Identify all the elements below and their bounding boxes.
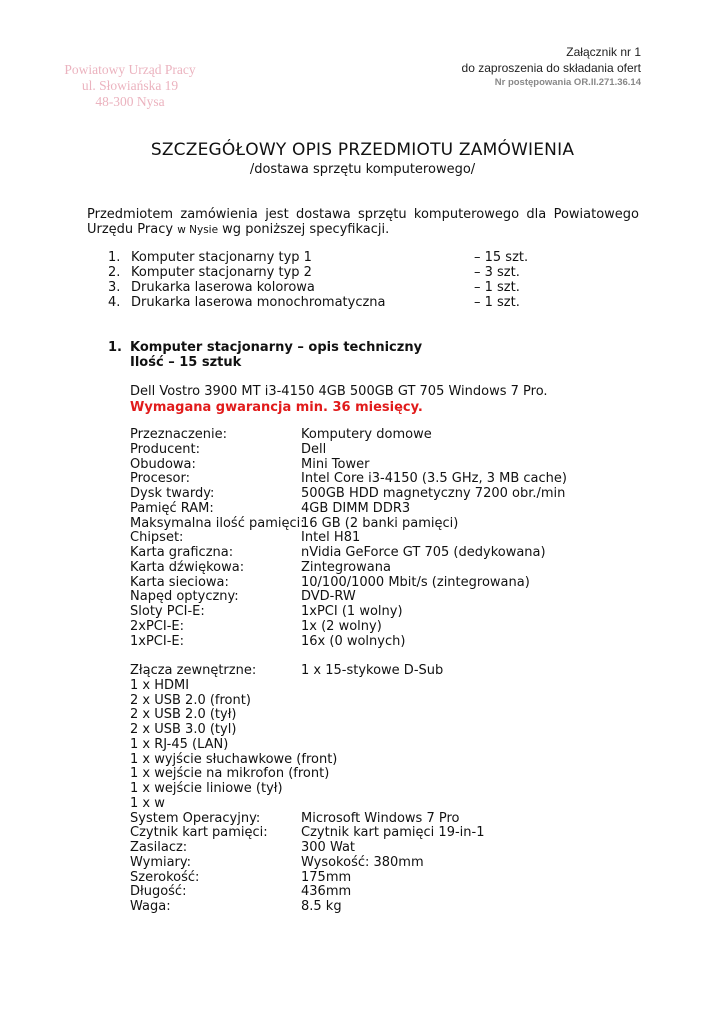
spec-value: Intel Core i3-4150 (3.5 GHz, 3 MB cache) — [301, 471, 567, 487]
spec-label: 1 x w — [130, 795, 165, 811]
item-number: 4. — [108, 295, 121, 310]
item-name: Komputer stacjonarny typ 2 — [131, 265, 312, 280]
spec-label: Długość: — [130, 884, 187, 900]
spec-value: Microsoft Windows 7 Pro — [301, 810, 460, 826]
section-quantity: Ilość – 15 sztuk — [130, 355, 242, 370]
model-name: Dell Vostro 3900 MT i3-4150 4GB 500GB GT 705 Windows 7 Pro. — [130, 384, 548, 399]
spec-row — [130, 826, 570, 841]
spec-value: Intel H81 — [301, 530, 361, 546]
spec-row — [130, 679, 570, 694]
spec-row — [130, 664, 570, 679]
spec-row — [130, 458, 570, 473]
stamp-line-2: ul. Słowiańska 19 — [81, 78, 179, 93]
spec-row — [130, 767, 570, 782]
spec-row — [130, 517, 570, 532]
spec-row — [130, 546, 570, 561]
item-number: 2. — [108, 265, 121, 280]
intro-city: w Nysie — [177, 224, 219, 236]
spec-label: Czytnik kart pamięci: — [130, 825, 268, 841]
spec-row — [130, 561, 570, 576]
spec-label: System Operacyjny: — [130, 810, 261, 826]
warranty-requirement: Wymagana gwarancja min. 36 miesięcy. — [130, 400, 423, 415]
spec-row — [130, 590, 570, 605]
spec-row — [130, 900, 570, 915]
spec-label: 2xPCI-E: — [130, 618, 184, 634]
spec-value: Zintegrowana — [301, 559, 391, 575]
spec-label: Przeznaczenie: — [130, 427, 228, 442]
stamp-line-3: 48-300 Nysa — [95, 94, 165, 109]
spec-row — [130, 797, 570, 812]
spec-value: Dell — [301, 441, 327, 457]
item-number: 1. — [108, 250, 121, 265]
spec-label: 1 x wejście na mikrofon (front) — [130, 766, 330, 782]
spec-label: 2 x USB 2.0 (front) — [130, 692, 251, 708]
spec-row — [130, 694, 570, 709]
spec-row — [130, 635, 570, 650]
spec-label: 1xPCI-E: — [130, 633, 184, 649]
spec-label: Maksymalna ilość pamięci: — [130, 515, 305, 531]
spec-label: Pamięć RAM: — [130, 500, 214, 516]
page-subtitle: /dostawa sprzętu komputerowego/ — [249, 162, 476, 177]
page-title: SZCZEGÓŁOWY OPIS PRZEDMIOTU ZAMÓWIENIA — [150, 140, 575, 160]
spec-label: Karta dźwiękowa: — [130, 559, 245, 575]
intro-text-after: wg poniższej specyfikacji. — [218, 222, 390, 237]
spec-row — [130, 841, 570, 856]
spec-value: 4GB DIMM DDR3 — [301, 500, 411, 516]
item-number: 3. — [108, 280, 121, 295]
spec-value: 16 GB (2 banki pamięci) — [301, 515, 459, 531]
spec-label: Dysk twardy: — [130, 486, 215, 501]
item-quantity: – 1 szt. — [474, 295, 520, 310]
spec-row — [130, 738, 570, 753]
attachment-number: Załącznik nr 1 — [566, 45, 641, 59]
spec-label: 1 x wyjście słuchawkowe (front) — [130, 751, 338, 767]
order-items-list — [108, 250, 538, 310]
list-item — [108, 280, 538, 295]
spec-row — [130, 620, 570, 635]
spec-label: Wymiary: — [130, 854, 192, 870]
spec-value: 175mm — [301, 869, 352, 885]
spec-label: Złącza zewnętrzne: — [130, 663, 257, 678]
item-name: Komputer stacjonarny typ 1 — [131, 250, 312, 265]
spec-value: Mini Tower — [301, 456, 370, 472]
spec-label: Karta sieciowa: — [130, 574, 229, 590]
spec-value: DVD-RW — [301, 589, 356, 605]
office-stamp — [54, 62, 206, 110]
item-name: Drukarka laserowa monochromatyczna — [131, 295, 386, 310]
spec-row — [130, 502, 570, 517]
spec-row — [130, 753, 570, 768]
spec-row — [130, 649, 570, 664]
spec-row — [130, 871, 570, 886]
spec-label: Waga: — [130, 899, 171, 914]
spec-value: 1xPCI (1 wolny) — [301, 604, 403, 619]
spec-label: 2 x USB 3.0 (tyl) — [130, 722, 237, 737]
section-heading — [108, 340, 422, 370]
spec-value: 10/100/1000 Mbit/s (zintegrowana) — [301, 574, 530, 590]
item-quantity: – 15 szt. — [474, 250, 529, 265]
spec-label: Producent: — [130, 441, 200, 457]
model-block — [130, 384, 548, 416]
spec-row — [130, 487, 570, 502]
spec-row — [130, 443, 570, 458]
spec-row — [130, 812, 570, 827]
spec-row — [130, 782, 570, 797]
spec-label: 1 x RJ-45 (LAN) — [130, 736, 229, 752]
spec-label: Sloty PCI-E: — [130, 604, 205, 619]
spec-row — [130, 708, 570, 723]
spec-label: Szerokość: — [130, 869, 200, 885]
attachment-header — [462, 44, 641, 89]
spec-label: 2 x USB 2.0 (tył) — [130, 707, 237, 723]
section-title: Komputer stacjonarny – opis techniczny — [130, 340, 423, 355]
stamp-line-1: Powiatowy Urząd Pracy — [64, 62, 196, 77]
spec-row — [130, 428, 570, 443]
spec-row — [130, 856, 570, 871]
intro-text-before: Przedmiotem zamówienia jest dostawa sprzętu komputerowego dla Powiatowego Urzędu Pracy — [87, 207, 639, 237]
spec-value: 16x (0 wolnych) — [301, 633, 406, 649]
spec-value: 436mm — [301, 884, 352, 900]
spec-label: 1 x HDMI — [130, 677, 190, 693]
spec-value: 500GB HDD magnetyczny 7200 obr./min — [301, 486, 566, 501]
spec-value: Wysokość: 380mm — [301, 854, 424, 870]
spec-label: Procesor: — [130, 471, 190, 487]
spec-value: 1 x 15-stykowe D-Sub — [301, 663, 444, 678]
spec-label: Chipset: — [130, 530, 184, 546]
spec-row — [130, 576, 570, 591]
spec-value: Komputery domowe — [301, 427, 432, 442]
spec-label: 1 x wejście liniowe (tył) — [130, 781, 283, 796]
spec-row — [130, 472, 570, 487]
spec-row — [130, 605, 570, 620]
spec-value: nVidia GeForce GT 705 (dedykowana) — [301, 545, 546, 560]
spec-value: 1x (2 wolny) — [301, 618, 382, 634]
item-quantity: – 1 szt. — [474, 280, 520, 295]
item-quantity: – 3 szt. — [474, 265, 520, 280]
spec-label: Obudowa: — [130, 456, 196, 472]
spec-value: Czytnik kart pamięci 19-in-1 — [301, 825, 485, 841]
list-item — [108, 295, 538, 310]
spec-label: Napęd optyczny: — [130, 589, 239, 605]
spec-label: Zasilacz: — [130, 840, 188, 855]
section-number: 1. — [108, 340, 122, 355]
spec-row — [130, 885, 570, 900]
spec-row — [130, 531, 570, 546]
spec-label: Karta graficzna: — [130, 545, 234, 560]
spec-table — [130, 428, 570, 915]
spec-value: 300 Wat — [301, 840, 356, 855]
list-item — [108, 250, 538, 265]
procedure-number: Nr postępowania OR.II.271.36.14 — [494, 77, 641, 88]
attachment-description: do zaproszenia do składania ofert — [461, 61, 641, 75]
item-name: Drukarka laserowa kolorowa — [131, 280, 315, 295]
spec-row — [130, 723, 570, 738]
list-item — [108, 265, 538, 280]
intro-paragraph — [87, 207, 639, 238]
spec-value: 8.5 kg — [301, 899, 342, 914]
